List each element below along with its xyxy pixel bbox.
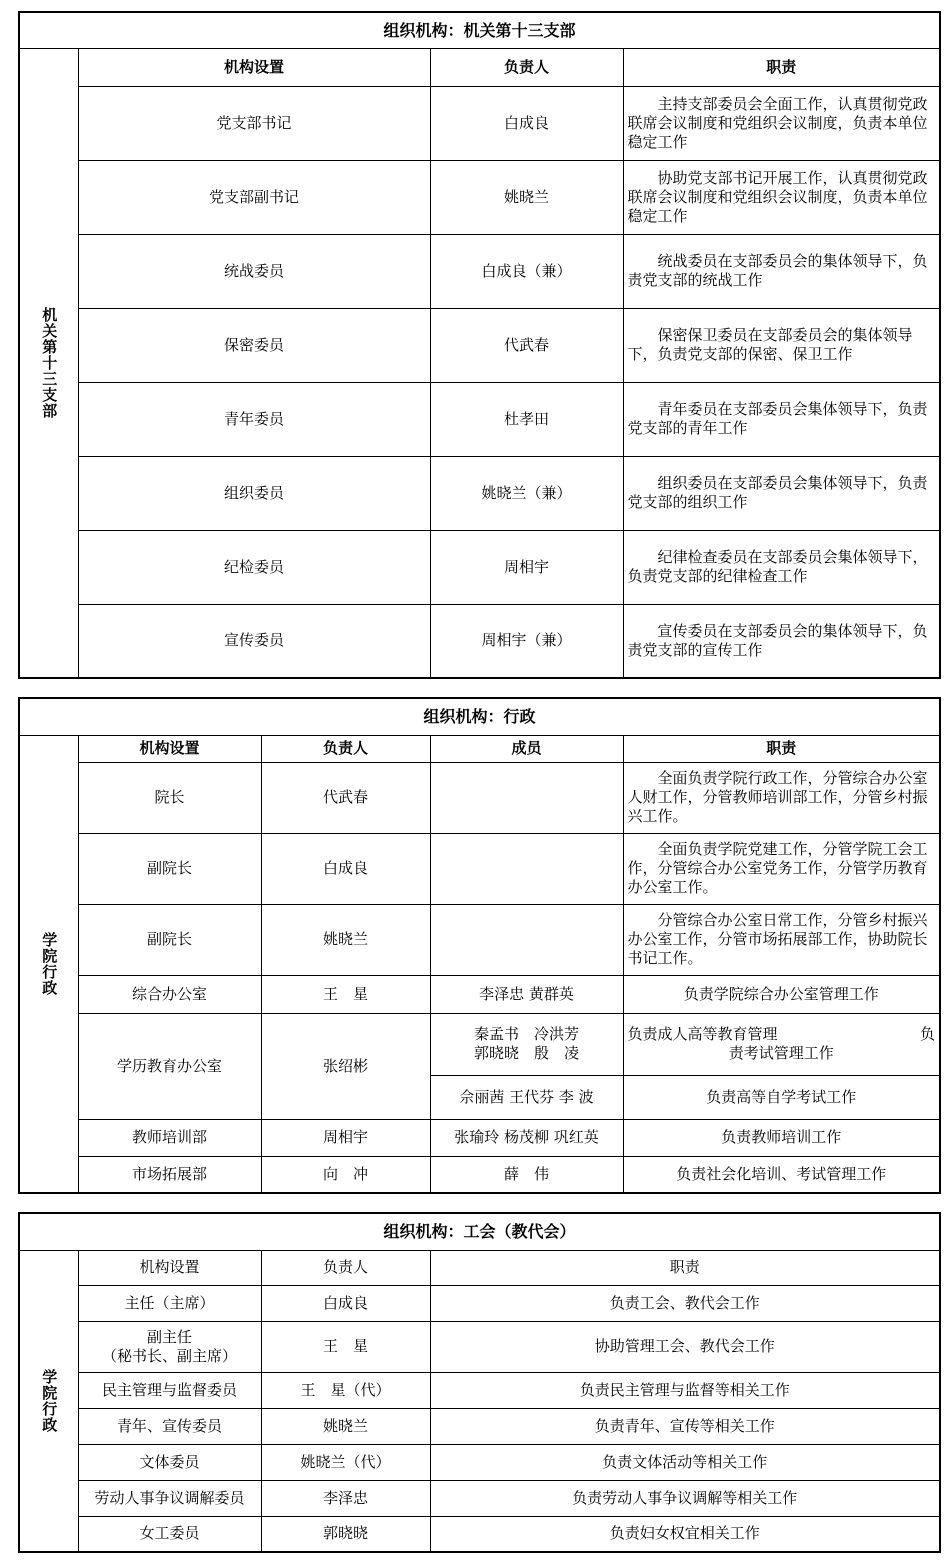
org-cell: 综合办公室 [78,975,261,1013]
column-header: 职责 [623,48,940,86]
person-cell: 姚晓兰（代） [261,1444,430,1480]
side-label-cell [19,1250,78,1552]
table-row [19,1480,940,1516]
table-row [19,833,940,904]
duty-cell: 宣传委员在支部委员会的集体领导下，负责党支部的宣传工作 [623,604,940,678]
column-header: 负责人 [261,1250,430,1285]
administration-table [18,697,941,1194]
side-label: 学院行政 [40,1368,59,1433]
duty-cell: 统战委员在支部委员会的集体领导下，负责党支部的统战工作 [623,234,940,308]
person-cell: 向 冲 [261,1156,430,1193]
table-row [19,1372,940,1408]
table-row [19,1156,940,1193]
person-cell: 郭晓晓 [261,1516,430,1552]
org-cell: 学历教育办公室 [78,1013,261,1119]
section-title: 组织机构：工会（教代会） [19,1213,940,1250]
table-row [19,382,940,456]
duty-cell: 负责民主管理与监督等相关工作 [430,1372,940,1408]
person-cell: 姚晓兰（兼） [430,456,623,530]
members-cell: 李泽忠 黄群英 [430,975,623,1013]
column-header: 负责人 [430,48,623,86]
person-cell: 姚晓兰 [261,1408,430,1444]
duty-cell: 负责工会、教代会工作 [430,1285,940,1321]
members-line: 秦孟书 冷洪芳 [473,1025,579,1043]
column-header: 职责 [623,735,940,762]
duty-cell: 青年委员在支部委员会集体领导下，负责党支部的青年工作 [623,382,940,456]
duty-cell: 负责教师培训工作 [623,1119,940,1156]
org-cell: 统战委员 [78,234,430,308]
duty-cell: 协助党支部书记开展工作，认真贯彻党政联席会议制度和党组织会议制度，负责本单位稳定工作 [623,160,940,234]
side-label: 机关第十三支部 [40,306,59,419]
duty-cell: 分管综合办公室日常工作，分管乡村振兴办公室工作，分管市场拓展部工作，协助院长书记工作。 [623,904,940,975]
duty-cell: 组织委员在支部委员会集体领导下，负责党支部的组织工作 [623,456,940,530]
person-cell: 王 星 [261,975,430,1013]
org-cell: 保密委员 [78,308,430,382]
table-row [19,904,940,975]
person-cell: 白成良 [261,833,430,904]
table-row [19,1516,940,1552]
duty-line [624,1025,940,1044]
org-cell: 党支部副书记 [78,160,430,234]
party-branch-table [18,11,941,679]
org-cell: 纪检委员 [78,530,430,604]
table-row [19,308,940,382]
org-cell: 市场拓展部 [78,1156,261,1193]
person-cell: 杜孝田 [430,382,623,456]
duty-cell: 负责学院综合办公室管理工作 [623,975,940,1013]
org-cell: 青年委员 [78,382,430,456]
members-cell: 薛 伟 [430,1156,623,1193]
table-row [19,975,940,1013]
duty-cell: 全面负责学院党建工作，分管学院工会工作，分管综合办公室党务工作，分管学历教育办公室工作。 [623,833,940,904]
table-row [19,456,940,530]
table-row [19,1119,940,1156]
duty-text: 负责成人高等教育管理 [627,1025,778,1043]
duty-text: 负 [920,1025,936,1043]
org-cell: 主任（主席） [78,1285,261,1321]
org-cell: 宣传委员 [78,604,430,678]
person-cell: 周相宇 [261,1119,430,1156]
org-cell: 民主管理与监督委员 [78,1372,261,1408]
person-cell: 白成良（兼） [430,234,623,308]
person-cell: 张绍彬 [261,1013,430,1119]
org-cell [78,1321,261,1372]
duty-cell: 主持支部委员会全面工作，认真贯彻党政联席会议制度和党组织会议制度，负责本单位稳定工作 [623,86,940,160]
column-header: 机构设置 [78,735,261,762]
duty-cell: 全面负责学院行政工作，分管综合办公室人财工作，分管教师培训部工作，分管乡村振兴工作。 [623,762,940,833]
org-cell: 组织委员 [78,456,430,530]
person-cell: 代武春 [261,762,430,833]
section-title: 组织机构：机关第十三支部 [19,12,940,48]
members-cell [430,762,623,833]
column-header: 机构设置 [78,48,430,86]
section-title: 组织机构：行政 [19,698,940,735]
person-cell: 周相宇 [430,530,623,604]
members-line: 郭晓晓 殷 凌 [473,1044,579,1062]
person-cell: 代武春 [430,308,623,382]
person-cell: 白成良 [430,86,623,160]
duty-cell: 负责劳动人事争议调解等相关工作 [430,1480,940,1516]
table-row [19,530,940,604]
table-row [19,1013,940,1075]
org-cell: 青年、宣传委员 [78,1408,261,1444]
org-cell: 党支部书记 [78,86,430,160]
duty-cell: 负责社会化培训、考试管理工作 [623,1156,940,1193]
table-row [19,1285,940,1321]
members-cell [430,1013,623,1075]
duty-cell: 纪律检查委员在支部委员会集体领导下，负责党支部的纪律检查工作 [623,530,940,604]
members-cell: 佘丽茜 王代芬 李 波 [430,1075,623,1119]
duty-cell: 协助管理工会、教代会工作 [430,1321,940,1372]
table-row [19,234,940,308]
table-row [19,604,940,678]
duty-cell [623,1013,940,1075]
duty-cell: 负责高等自学考试工作 [623,1075,940,1119]
side-label-cell [19,735,78,1193]
members-cell: 张瑜玲 杨茂柳 巩红英 [430,1119,623,1156]
table-row [19,1408,940,1444]
org-cell: 副院长 [78,833,261,904]
duty-cell: 负责妇女权宜相关工作 [430,1516,940,1552]
org-cell: 女工委员 [78,1516,261,1552]
duty-line: 责考试管理工作 [728,1044,834,1062]
duty-cell: 保密保卫委员在支部委员会的集体领导下，负责党支部的保密、保卫工作 [623,308,940,382]
members-cell [430,833,623,904]
duty-cell: 负责青年、宣传等相关工作 [430,1408,940,1444]
org-cell: 副院长 [78,904,261,975]
table-row [19,160,940,234]
person-cell: 姚晓兰 [261,904,430,975]
org-cell: 文体委员 [78,1444,261,1480]
side-label-cell [19,48,78,678]
column-header: 负责人 [261,735,430,762]
org-line: 副主任 [146,1327,192,1346]
table-row [19,1444,940,1480]
table-row [19,86,940,160]
union-table [18,1212,941,1553]
column-header: 成员 [430,735,623,762]
column-header: 机构设置 [78,1250,261,1285]
duty-cell: 负责文体活动等相关工作 [430,1444,940,1480]
org-line: （秘书长、副主席） [101,1346,237,1365]
person-cell: 李泽忠 [261,1480,430,1516]
table-row [19,762,940,833]
org-cell: 院长 [78,762,261,833]
org-cell: 教师培训部 [78,1119,261,1156]
person-cell: 王 星 [261,1321,430,1372]
side-label: 学院行政 [40,931,59,996]
person-cell: 姚晓兰 [430,160,623,234]
column-header: 职责 [430,1250,940,1285]
table-row [19,1321,940,1372]
person-cell: 王 星（代） [261,1372,430,1408]
members-cell [430,904,623,975]
person-cell: 周相宇（兼） [430,604,623,678]
person-cell: 白成良 [261,1285,430,1321]
org-cell: 劳动人事争议调解委员 [78,1480,261,1516]
